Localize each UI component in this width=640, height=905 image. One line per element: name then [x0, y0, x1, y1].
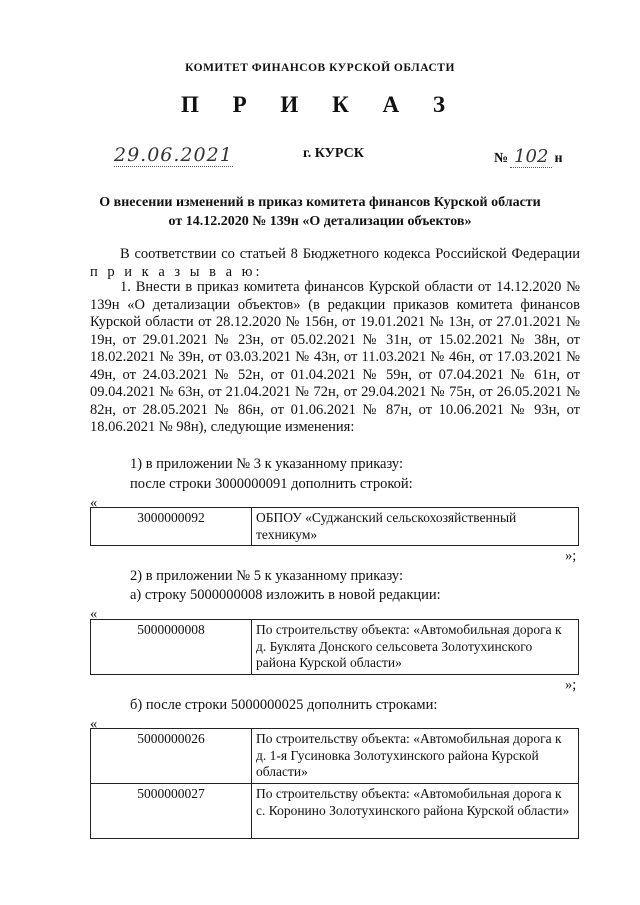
- row-code: 5000000008: [91, 620, 252, 675]
- quote-close-1: »;: [565, 548, 577, 564]
- table-row: [91, 784, 579, 839]
- document-title: П Р И К А З: [180, 92, 459, 117]
- table-appendix-5-add: [90, 728, 579, 839]
- table-row: [91, 620, 579, 675]
- row-description: По строительству объекта: «Автомобильная дорога к д. Буклята Донского сельсовета Золотухинского района Курской области»: [252, 620, 579, 675]
- subitem-2a-instruction: а) строку 5000000008 изложить в новой редакции:: [130, 587, 441, 603]
- intro-text: В соответствии со статьей 8 Бюджетного кодекса Российской Федерации: [120, 246, 580, 262]
- quote-open-3: «: [90, 716, 98, 732]
- subitem-2b-instruction: б) после строки 5000000025 дополнить строками:: [130, 697, 438, 713]
- quote-open-2: «: [90, 606, 98, 622]
- intro-orders: п р и к а з ы в а ю:: [90, 263, 263, 280]
- quote-close-2: »;: [565, 677, 577, 693]
- row-code: 5000000026: [91, 729, 252, 784]
- number-value: 102: [510, 146, 552, 168]
- subitem-2: 2) в приложении № 5 к указанному приказу:: [130, 568, 404, 584]
- intro-paragraph: [90, 246, 580, 281]
- row-description: По строительству объекта: «Автомобильная дорога к с. Коронино Золотухинского района Курской области»: [252, 784, 579, 839]
- order-number: [494, 146, 563, 167]
- number-suffix: н: [554, 151, 563, 166]
- table-appendix-5-edit: [90, 619, 579, 675]
- table-row: [91, 508, 579, 546]
- table-row: [91, 729, 579, 784]
- subitem-1-instruction: после строки 3000000091 дополнить строкой:: [130, 476, 413, 492]
- order-date: 29.06.2021: [114, 144, 233, 166]
- row-description: По строительству объекта: «Автомобильная дорога к д. 1-я Гусиновка Золотухинского района Курской области»: [252, 729, 579, 784]
- subitem-1: 1) в приложении № 3 к указанному приказу:: [130, 456, 404, 472]
- item-1-paragraph: 1. Внести в приказ комитета финансов Курской области от 14.12.2020 № 139н «О детализации объектов» (в редакции приказов комитета финансов Курской области от 28.12.2020 № 156н, от 19.01.2021 № 13н, от 27.01.2021 № 19н, от 29.01.2021 № 23н, от 05.02.2021 № 31н, от 15.02.2021 № 38н, от 18.02.2021 № 39н, от 03.03.2021 № 43н, от 11.03.2021 № 46н, от 17.03.2021 № 49н, от 24.03.2021 № 52н, от 01.04.2021 № 59н, от 07.04.2021 № 61н, от 09.04.2021 № 63н, от 21.04.2021 № 72н, от 29.04.2021 № 75н, от 26.05.2021 № 82н, от 28.05.2021 № 86н, от 01.06.2021 № 87н, от 10.06.2021 № 93н, от 18.06.2021 № 98н), следующие изменения:: [90, 279, 580, 435]
- row-description: ОБПОУ «Суджанский сельскохозяйственный техникум»: [252, 508, 579, 546]
- subject-line-2: от 14.12.2020 № 139н «О детализации объектов»: [168, 214, 472, 229]
- table-appendix-3: [90, 507, 579, 546]
- row-code: 3000000092: [91, 508, 252, 546]
- order-city: г. КУРСК: [303, 146, 364, 161]
- quote-open-1: «: [90, 495, 98, 511]
- order-subject: [60, 193, 580, 231]
- row-code: 5000000027: [91, 784, 252, 839]
- committee-name: КОМИТЕТ ФИНАНСОВ КУРСКОЙ ОБЛАСТИ: [185, 62, 455, 74]
- subject-line-1: О внесении изменений в приказ комитета финансов Курской области: [99, 195, 541, 210]
- number-prefix: №: [494, 151, 509, 166]
